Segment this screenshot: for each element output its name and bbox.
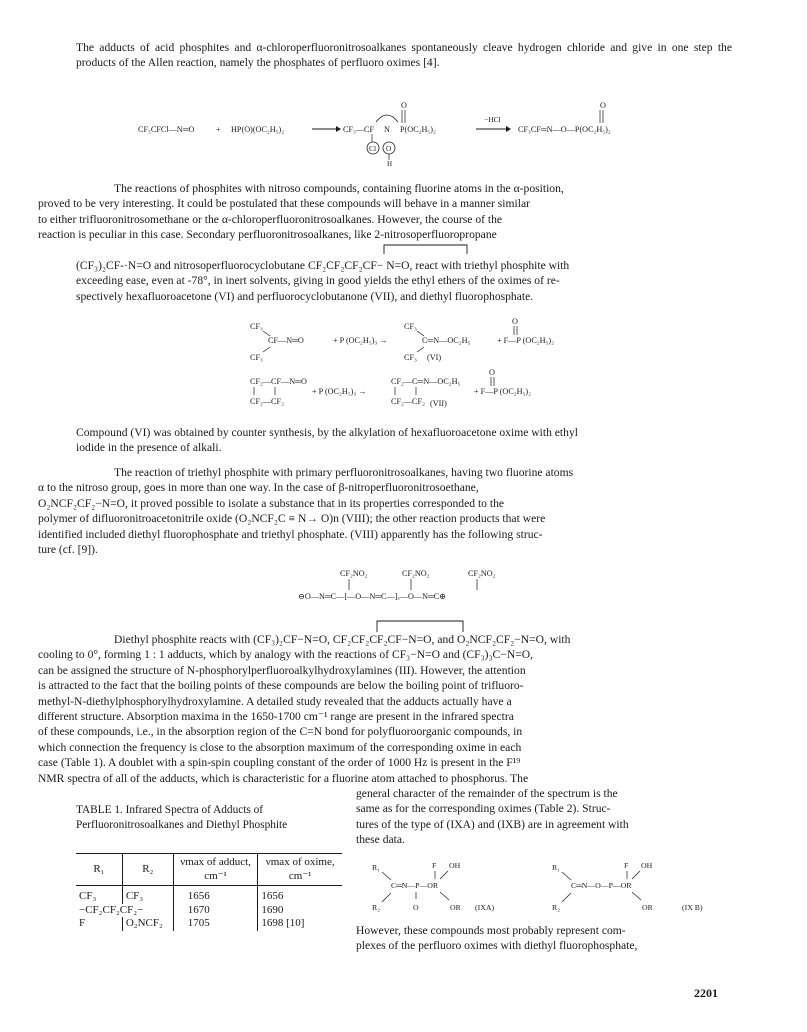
svg-text:OH: OH — [449, 861, 461, 870]
reaction-scheme-allen — [0, 96, 807, 176]
structures-ixa-ixb — [0, 858, 807, 920]
svg-text:OH: OH — [641, 861, 653, 870]
svg-text:OR: OR — [450, 903, 461, 912]
paragraph-complexes: However, these compounds most probably represent com- plexes of the perfluoro oximes with diethyl fluorophosphate, — [356, 924, 638, 953]
scheme1-arrowhead1 — [336, 126, 341, 132]
svg-text:O: O — [512, 317, 518, 326]
svg-text:CF₂—CF—N═O: CF₂—CF—N═O — [250, 377, 307, 386]
svg-text:O: O — [413, 903, 419, 912]
svg-text:CF₃: CF₃ — [404, 353, 417, 362]
table-row: F O₂NCF₂ 1705 1698 [10] — [76, 917, 342, 931]
col-adduct: νmax of adduct, cm⁻¹ — [173, 854, 258, 886]
svg-text:C═N—P—OR: C═N—P—OR — [391, 881, 439, 890]
svg-text:R₂: R₂ — [552, 903, 560, 912]
svg-text:CF—N═O: CF—N═O — [268, 336, 304, 345]
scheme1-product: CF₃CF═N—O—P(OC₂H₅)₂ — [518, 125, 611, 134]
svg-text:CF₂—CF₂: CF₂—CF₂ — [250, 397, 284, 406]
svg-text:CF₂NO₂: CF₂NO₂ — [402, 569, 430, 578]
svg-text:(VI): (VI) — [427, 353, 442, 362]
ring-bracket-1 — [384, 244, 474, 254]
svg-text:C═N—O—P—OR: C═N—O—P—OR — [571, 881, 632, 890]
scheme1-plus: + — [216, 125, 221, 134]
svg-text:(IXA): (IXA) — [475, 903, 495, 912]
svg-text:+ F—P (OC₂H₅)₂: + F—P (OC₂H₅)₂ — [474, 387, 532, 396]
scheme1-o-top: O — [401, 101, 407, 110]
svg-text:(IX B): (IX B) — [682, 903, 703, 912]
col-r1: R₁ — [76, 854, 122, 886]
polymer-structure-viii — [0, 564, 807, 610]
scheme1-cl: Cl — [369, 144, 377, 153]
paragraph-primary-nitroso: The reaction of triethyl phosphite with primary perfluoronitrosoalkanes, having two fluorine atoms α to the nitroso group, goes in more than one way. In the case of β-nitroperfluoronitrosoethane, O₂NCF₂CF₂−N=O, it proved possible to isolate a substance that in its properties corresponded to the polymer of difluoronitroacetonitrile oxide (O₂NCF₂C ≡ N→ O)n (VIII); the other reaction products that were identified included diethyl fluorophosphate and triethyl phosphate. (VIII) apparently has the following struc- ture (cf. [9]). — [38, 466, 574, 557]
table1-caption: TABLE 1. Infrared Spectra of Adducts of Perfluoronitrosoalkanes and Diethyl Phosphite — [76, 804, 288, 831]
col-r2: R₂ — [122, 854, 173, 886]
svg-text:O: O — [489, 368, 495, 377]
svg-text:CF₃: CF₃ — [404, 322, 417, 331]
scheme1-curved-arrow — [376, 115, 398, 122]
svg-text:CF₂NO₂: CF₂NO₂ — [340, 569, 368, 578]
paragraph-phosphite-nitroso: The reactions of phosphites with nitroso compounds, containing fluorine atoms in the α-position, proved to be very interesting. It could be postulated that these compounds will behave in a manner similar to either trifluoronitrosomethane or the α-chloroperfluoronitrosoalkanes. However, the course of the reaction is peculiar in this case. Secondary perfluoronitrosoalkanes, like 2-nitrosoperfluoropropane — [38, 182, 564, 242]
svg-text:⊖O—N═C—[—O—N═C—]ₓ—O—N═C⊕: ⊖O—N═C—[—O—N═C—]ₓ—O—N═C⊕ — [298, 592, 447, 601]
paragraph-diethyl-phosphite: Diethyl phosphite reacts with (CF₃)₂CF−N=O, CF₂CF₂CF₂CF−N=O, and O₂NCF₂CF₂−N=O, with cooling to 0°, forming 1 : 1 adducts, which by analogy with the reactions of CF₃−N=O and (CF₃)₃C−N=O, can be assigned the structure of N-phosphorylperfluoroalkylhydroxylamines (III). However, the attention is attracted to the fact that the boiling points of these compounds are below the boiling point of trifluoro- methyl-N-diethylphosphorylhydroxylamine. A detailed study revealed that the adducts actually have a different structure. Absorption maxima in the 1650-1700 cm⁻¹ range are present in the infrared spectra of these compounds, i.e., in the absorption region of the C=N bond for polyfluoroorganic compounds, in which connection the frequency is close to the absorption maximum of the corresponding oxime in each case (Table 1). A doublet with a spin-spin coupling constant of the order of 1000 Hz is present in the F¹⁹ NMR spectra of all of the adducts, which is characteristic for a fluorine atom attached to phosphorus. The — [38, 633, 571, 785]
svg-text:CF₂—C═N—OC₂H₅: CF₂—C═N—OC₂H₅ — [391, 377, 461, 386]
table-row: CF₃ CF₃ 1656 1656 — [76, 886, 342, 904]
paragraph-right-column: general character of the remainder of the spectrum is the same as for the corresponding oximes (Table 2). Struc- tures of the type of (IXA) and (IXB) are in agreement with these data. — [356, 787, 629, 847]
scheme1-intermediate-c: P(OC₂H₅)₂ — [400, 125, 436, 134]
svg-text:R₁: R₁ — [552, 863, 560, 872]
page-number: 2201 — [694, 986, 718, 1000]
svg-text:CF₃: CF₃ — [250, 322, 263, 331]
svg-text:CF₂NO₂: CF₂NO₂ — [468, 569, 496, 578]
svg-text:+ P (OC₂H₅)₃ →: + P (OC₂H₅)₃ → — [312, 387, 367, 396]
paragraph-counter-synthesis: Compound (VI) was obtained by counter synthesis, by the alkylation of hexafluoroacetone oxime with ethyl iodide in the presence of alkali. — [76, 426, 578, 455]
svg-text:+ P (OC₂H₅)₃ →: + P (OC₂H₅)₃ → — [333, 336, 388, 345]
paragraph-allen-reaction: The adducts of acid phosphites and α-chloroperfluoronitrosoalkanes spontaneously cleave hydrogen chloride and give in one step the products of the Allen reaction, namely the phosphates of perfluoro oximes [4]. — [76, 41, 732, 70]
svg-text:F: F — [624, 861, 629, 870]
scheme1-hcl: −HCl — [484, 115, 501, 124]
scheme1-o-product: O — [600, 101, 606, 110]
scheme1-reactant2: HP(O)(OC₂H₅)₂ — [231, 125, 285, 134]
svg-text:OR: OR — [642, 903, 653, 912]
svg-text:+ F—P (OC₂H₅)₂: + F—P (OC₂H₅)₂ — [497, 336, 555, 345]
svg-text:R₁: R₁ — [372, 863, 380, 872]
ring-bracket-2 — [377, 620, 469, 632]
scheme1-o-low: O — [386, 144, 392, 153]
scheme1-intermediate-b: N — [384, 125, 390, 134]
svg-text:CF₃: CF₃ — [250, 353, 263, 362]
reaction-scheme-triethyl-phosphite — [0, 314, 807, 414]
svg-text:(VII): (VII) — [430, 399, 447, 408]
svg-text:C═N—OC₂H₅: C═N—OC₂H₅ — [422, 336, 471, 345]
table-row: −CF₂CF₂CF₂− 1670 1690 — [76, 904, 342, 918]
svg-text:F: F — [432, 861, 437, 870]
col-oxime: νmax of oxime, cm⁻¹ — [258, 854, 342, 886]
scheme1-intermediate-a: CF₃—CF — [343, 125, 375, 134]
svg-text:CF₂—CF₂: CF₂—CF₂ — [391, 397, 425, 406]
paragraph-phosphite-nitroso-cont: (CF₃)₂CF-·N=O and nitrosoperfluorocyclobutane CF₂CF₂CF₂CF− N=O, react with triethyl phosphite with exceeding ease, even at -78°, in inert solvents, giving in good yields the ethyl ethers of the oximes of re- spectively hexafluoroacetone (VI) and perfluorocyclobutanone (VII), and diethyl fluorophosphate. — [76, 259, 570, 303]
scheme1-h: H — [387, 160, 393, 168]
svg-text:R₂: R₂ — [372, 903, 380, 912]
scheme1-reactant1: CF₃CFCl—N═O — [138, 125, 195, 134]
